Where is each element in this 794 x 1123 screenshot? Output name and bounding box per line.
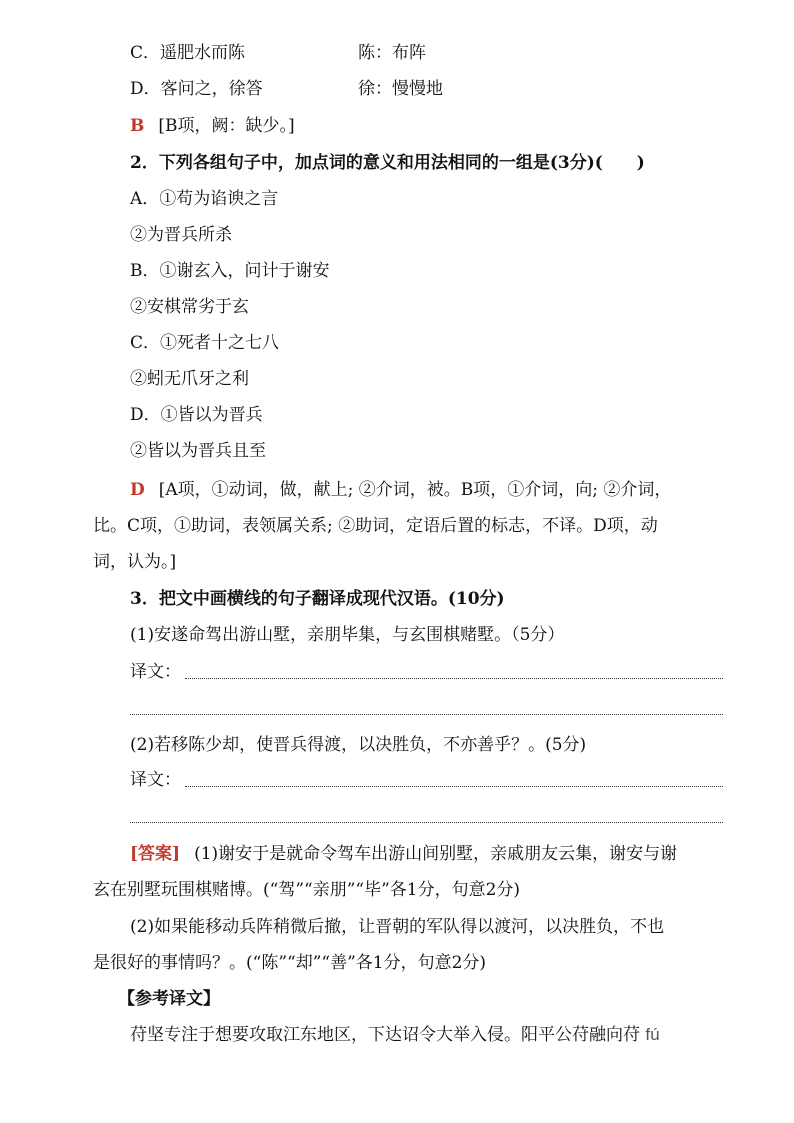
q2-explanation-line: [A项，①动词，做，献上; ②介词，被。B项，①介词，向; ②介词， [158,480,672,500]
q1-answer [130,115,734,137]
q1-option-d-note: 徐：慢慢地 [358,79,443,99]
answer-line-1 [130,843,734,865]
q2-stem: 2．下列各组句子中，加点词的意义和用法相同的一组是(3分)( ) [130,153,645,173]
q3-stem: 3．把文中画横线的句子翻译成现代汉语。(10分) [130,589,505,609]
q3-translation-label-1: 译文： [130,662,181,682]
q2-line: C．①死者十之七八 [130,333,280,353]
q1-option-d-text: D．客问之，徐答 [130,79,263,99]
answer-line-2: 玄在别墅玩围棋赌博。(“驾”“亲朋”“毕”各1分，句意2分) [93,880,521,900]
translation-blank-4[interactable] [130,822,723,823]
translation-blank-3[interactable] [185,786,723,787]
q1-option-c [130,42,734,64]
q2-line: D．①皆以为晋兵 [130,405,263,425]
q1-option-c-note: 陈：布阵 [358,43,426,63]
q1-option-d [130,78,734,100]
reference-line-1 [130,1024,754,1046]
translation-blank-2[interactable] [130,714,723,715]
answer-line-4: 是很好的事情吗？。(“陈”“却”“善”各1分，句意2分) [93,953,487,973]
reference-text: 苻坚专注于想要攻取江东地区，下达诏令大举入侵。阳平公苻融向苻 [130,1025,640,1045]
reference-title: 【参考译文】 [118,989,220,1009]
q2-line: ②蚓无爪牙之利 [130,369,249,389]
answer-line-3: (2)如果能移动兵阵稍微后撤，让晋朝的军队得以渡河，以决胜负，不也 [130,917,665,937]
q2-line: ②皆以为晋兵且至 [130,441,266,461]
q3-sub2: (2)若移陈少却，使晋兵得渡，以决胜负，不亦善乎？。(5分) [130,735,587,755]
q1-answer-explanation: [B项，阙：缺少。] [158,116,295,136]
q1-answer-letter: B [130,116,145,136]
pinyin-annotation: fú [645,1025,660,1044]
answer-text: (1)谢安于是就命令驾车出游山间别墅，亲戚朋友云集，谢安与谢 [194,844,678,864]
q2-answer [130,479,734,501]
q3-translation-label-2: 译文： [130,770,181,790]
q2-line: ②安棋常劣于玄 [130,297,249,317]
q2-explanation-line: 比。C项，①助词，表领属关系; ②助词，定语后置的标志，不译。D项，动 [93,516,658,536]
q1-option-c-text: C．遥肥水而陈 [130,43,246,63]
q2-answer-letter: D [130,480,145,500]
translation-blank-1[interactable] [185,678,723,679]
q2-line: B．①谢玄入，问计于谢安 [130,261,330,281]
q2-line: ②为晋兵所杀 [130,225,232,245]
answer-tag: [答案] [130,844,181,864]
q2-line: A．①苟为谄谀之言 [130,189,279,209]
q3-sub1: (1)安遂命驾出游山墅，亲朋毕集，与玄围棋赌墅。（5分） [130,625,565,645]
q2-explanation-line: 词，认为。] [93,552,177,572]
